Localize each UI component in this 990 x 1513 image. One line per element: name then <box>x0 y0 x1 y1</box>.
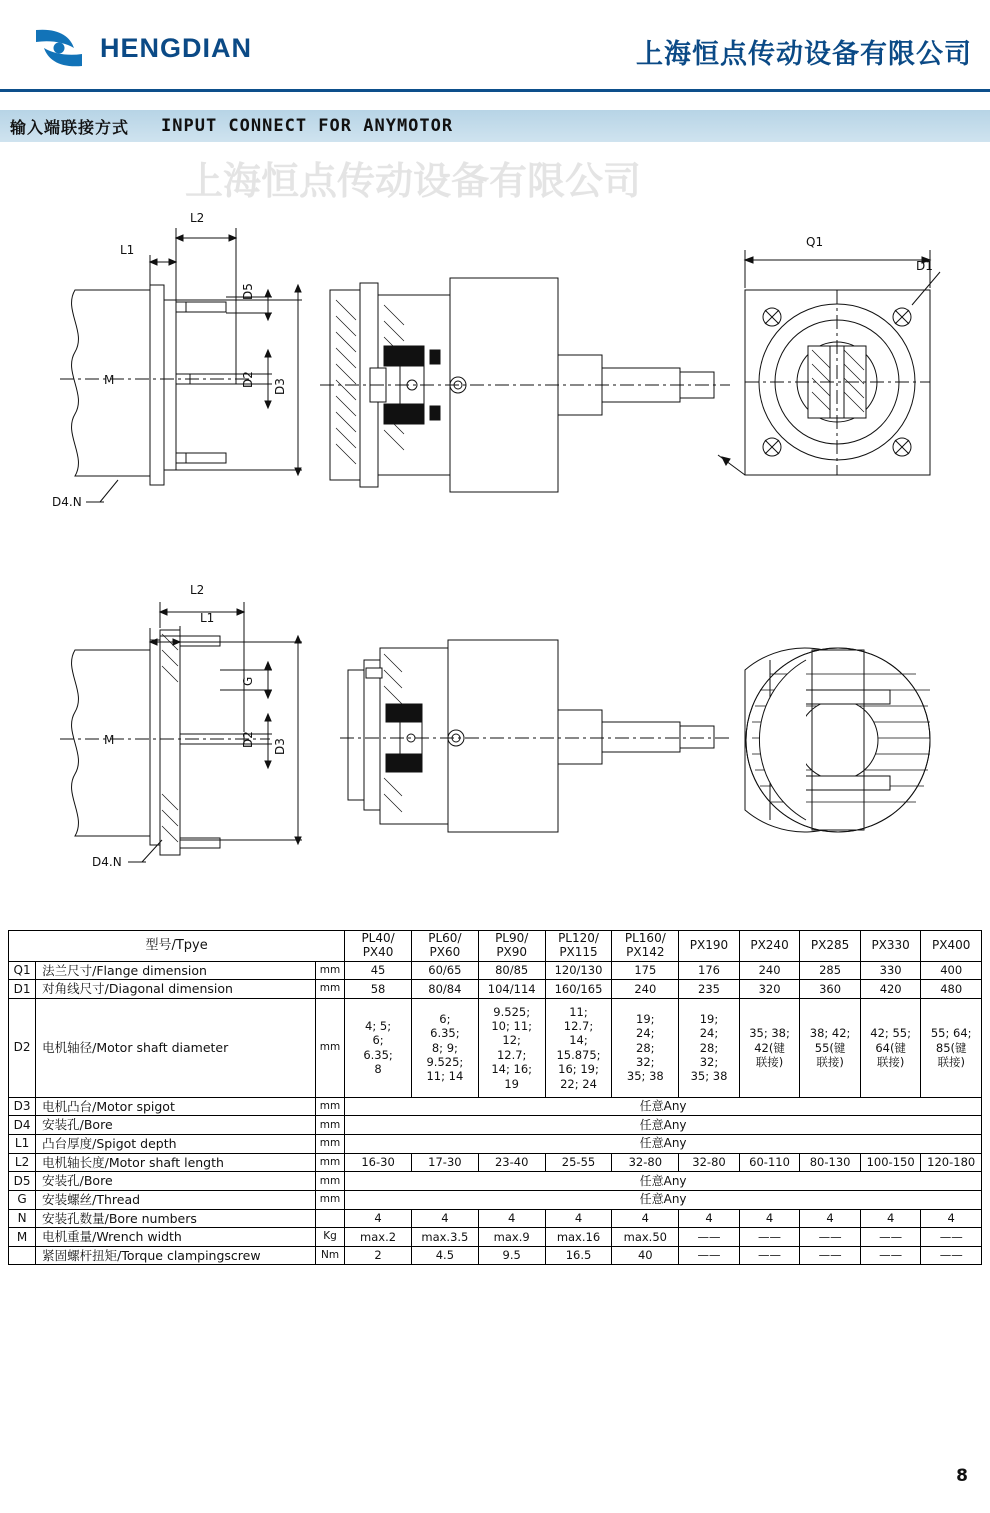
table-row <box>9 998 982 1097</box>
row-name: 安装孔/Bore <box>36 1116 316 1135</box>
cell: 420 <box>860 980 921 999</box>
cell: 4 <box>612 1209 679 1228</box>
label-D3-b: D3 <box>273 738 287 755</box>
row-name: 安装螺丝/Thread <box>36 1190 316 1209</box>
cell: max.2 <box>345 1228 412 1247</box>
cell: 38; 42; 55(键 联接) <box>800 998 861 1097</box>
header-col-0-line2: PX40 <box>362 944 394 959</box>
cell: 120/130 <box>545 961 612 980</box>
cell: —— <box>679 1246 740 1265</box>
cell: 4 <box>345 1209 412 1228</box>
cell-span: 任意Any <box>345 1135 982 1154</box>
table-row <box>9 961 982 980</box>
cell: —— <box>739 1246 800 1265</box>
cell: 2 <box>345 1246 412 1265</box>
row-unit <box>315 1209 344 1228</box>
row-unit: Kg <box>315 1228 344 1247</box>
label-D3: D3 <box>273 378 287 395</box>
row-name: 电机重量/Wrench width <box>36 1228 316 1247</box>
cell: 9.525; 10; 11; 12; 12.7; 14; 16; 19 <box>478 998 545 1097</box>
cell: 45 <box>345 961 412 980</box>
header-col-2: PL90/ PX90 <box>478 931 545 962</box>
cell: 160/165 <box>545 980 612 999</box>
table-row <box>9 1190 982 1209</box>
table-row <box>9 1246 982 1265</box>
row-unit: mm <box>315 1097 344 1116</box>
technical-drawings <box>0 150 990 910</box>
spec-table-wrap <box>8 930 982 1265</box>
cell: 80/85 <box>478 961 545 980</box>
row-symbol: D4 <box>9 1116 36 1135</box>
page-header <box>0 0 990 92</box>
table-row <box>9 1135 982 1154</box>
row-unit: mm <box>315 998 344 1097</box>
row-symbol: L1 <box>9 1135 36 1154</box>
cell: 9.5 <box>478 1246 545 1265</box>
row-name: 安装孔/Bore <box>36 1172 316 1191</box>
table-row <box>9 1209 982 1228</box>
cell-span: 任意Any <box>345 1190 982 1209</box>
cell: 4 <box>860 1209 921 1228</box>
row-symbol: D3 <box>9 1097 36 1116</box>
company-name-cn: 上海恒点传动设备有限公司 <box>636 39 972 70</box>
row-unit: mm <box>315 1172 344 1191</box>
label-D5: D5 <box>241 283 255 300</box>
brand-logo <box>30 22 252 74</box>
cell: 55; 64; 85(键 联接) <box>921 998 982 1097</box>
page-number: 8 <box>956 1466 968 1486</box>
header-col-0-line1: PL40/ <box>361 931 395 945</box>
cell: 80/84 <box>411 980 478 999</box>
drawing-svg <box>0 150 990 910</box>
row-name: 电机轴长度/Motor shaft length <box>36 1153 316 1172</box>
header-col-6: PX240 <box>739 931 800 962</box>
cell: 240 <box>612 980 679 999</box>
cell: 80-130 <box>800 1153 861 1172</box>
row-symbol: L2 <box>9 1153 36 1172</box>
cell: 40 <box>612 1246 679 1265</box>
label-D4N: D4.N <box>52 495 82 509</box>
row-symbol: D2 <box>9 998 36 1097</box>
cell: 4 <box>411 1209 478 1228</box>
row-name: 紧固螺杆扭矩/Torque clampingscrew <box>36 1246 316 1265</box>
cell: 330 <box>860 961 921 980</box>
label-D2: D2 <box>241 371 255 388</box>
label-G: G <box>241 676 255 686</box>
fan-logo-icon <box>30 22 88 74</box>
cell: 32-80 <box>679 1153 740 1172</box>
cell: 4.5 <box>411 1246 478 1265</box>
cell: 4; 5; 6; 6.35; 8 <box>345 998 412 1097</box>
cell: 320 <box>739 980 800 999</box>
row-name: 法兰尺寸/Flange dimension <box>36 961 316 980</box>
cell: 400 <box>921 961 982 980</box>
table-header-row <box>9 931 982 962</box>
cell: 6; 6.35; 8; 9; 9.525; 11; 14 <box>411 998 478 1097</box>
cell: 11; 12.7; 14; 15.875; 16; 19; 22; 24 <box>545 998 612 1097</box>
cell: 32-80 <box>612 1153 679 1172</box>
cell: 4 <box>739 1209 800 1228</box>
cell: 42; 55; 64(键 联接) <box>860 998 921 1097</box>
cell: 240 <box>739 961 800 980</box>
row-unit: mm <box>315 961 344 980</box>
table-row <box>9 980 982 999</box>
header-col-9: PX400 <box>921 931 982 962</box>
section-title-cn: 输入端联接方式 <box>10 117 130 137</box>
cell: 35; 38; 42(键 联接) <box>739 998 800 1097</box>
cell: 235 <box>679 980 740 999</box>
cell: 16.5 <box>545 1246 612 1265</box>
watermark-text: 上海恒点传动设备有限公司 <box>185 159 642 203</box>
label-M-b: M <box>104 733 115 747</box>
header-col-8: PX330 <box>860 931 921 962</box>
label-D2-b: D2 <box>241 731 255 748</box>
cell: 4 <box>545 1209 612 1228</box>
row-symbol: Q1 <box>9 961 36 980</box>
row-symbol: N <box>9 1209 36 1228</box>
table-row <box>9 1172 982 1191</box>
cell: max.3.5 <box>411 1228 478 1247</box>
row-name: 对角线尺寸/Diagonal dimension <box>36 980 316 999</box>
cell: 60-110 <box>739 1153 800 1172</box>
cell: —— <box>921 1246 982 1265</box>
row-name: 凸台厚度/Spigot depth <box>36 1135 316 1154</box>
cell: 285 <box>800 961 861 980</box>
cell: max.50 <box>612 1228 679 1247</box>
cell: —— <box>860 1246 921 1265</box>
cell: 4 <box>921 1209 982 1228</box>
cell-span: 任意Any <box>345 1116 982 1135</box>
section-title-bar <box>0 110 990 142</box>
cell: max.9 <box>478 1228 545 1247</box>
row-symbol: D5 <box>9 1172 36 1191</box>
cell: 120-180 <box>921 1153 982 1172</box>
section-title-en: INPUT CONNECT FOR ANYMOTOR <box>161 116 454 136</box>
label-L2-b: L2 <box>190 583 205 597</box>
header-col-0 <box>345 931 412 962</box>
row-unit: mm <box>315 980 344 999</box>
row-symbol: G <box>9 1190 36 1209</box>
row-symbol: M <box>9 1228 36 1247</box>
header-col-4: PL160/ PX142 <box>612 931 679 962</box>
label-L1-b: L1 <box>200 611 215 625</box>
header-col-5: PX190 <box>679 931 740 962</box>
cell: 480 <box>921 980 982 999</box>
table-row <box>9 1116 982 1135</box>
cell: 4 <box>800 1209 861 1228</box>
row-name: 安装孔数量/Bore numbers <box>36 1209 316 1228</box>
label-M: M <box>104 373 115 387</box>
cell: 16-30 <box>345 1153 412 1172</box>
cell: —— <box>679 1228 740 1247</box>
header-col-1: PL60/ PX60 <box>411 931 478 962</box>
cell: —— <box>800 1246 861 1265</box>
table-row <box>9 1097 982 1116</box>
cell: 23-40 <box>478 1153 545 1172</box>
cell: 175 <box>612 961 679 980</box>
header-col-7: PX285 <box>800 931 861 962</box>
header-col-3: PL120/ PX115 <box>545 931 612 962</box>
cell-span: 任意Any <box>345 1172 982 1191</box>
cell: 4 <box>679 1209 740 1228</box>
row-unit: mm <box>315 1116 344 1135</box>
cell: 360 <box>800 980 861 999</box>
table-row <box>9 1153 982 1172</box>
cell: 100-150 <box>860 1153 921 1172</box>
cell: 17-30 <box>411 1153 478 1172</box>
label-Q1: Q1 <box>806 235 824 249</box>
cell: 60/65 <box>411 961 478 980</box>
header-type-label: 型号/Tpye <box>9 931 345 962</box>
row-unit: mm <box>315 1190 344 1209</box>
label-D4N-b: D4.N <box>92 855 122 869</box>
row-unit: mm <box>315 1135 344 1154</box>
row-name: 电机凸台/Motor spigot <box>36 1097 316 1116</box>
table-body <box>9 961 982 1265</box>
cell: max.16 <box>545 1228 612 1247</box>
logo-text: HENGDIAN <box>100 32 253 63</box>
row-symbol: D1 <box>9 980 36 999</box>
cell: 19; 24; 28; 32; 35; 38 <box>679 998 740 1097</box>
cell: —— <box>921 1228 982 1247</box>
label-L1: L1 <box>120 243 135 257</box>
row-unit: mm <box>315 1153 344 1172</box>
cell: 19; 24; 28; 32; 35; 38 <box>612 998 679 1097</box>
cell: 176 <box>679 961 740 980</box>
spec-table <box>8 930 982 1265</box>
cell: 4 <box>478 1209 545 1228</box>
table-row <box>9 1228 982 1247</box>
cell-span: 任意Any <box>345 1097 982 1116</box>
cell: 104/114 <box>478 980 545 999</box>
cell: 25-55 <box>545 1153 612 1172</box>
label-D1: D1 <box>916 259 933 273</box>
row-name: 电机轴径/Motor shaft diameter <box>36 998 316 1097</box>
cell: —— <box>860 1228 921 1247</box>
row-symbol <box>9 1246 36 1265</box>
cell: 58 <box>345 980 412 999</box>
label-L2: L2 <box>190 211 205 225</box>
cell: —— <box>739 1228 800 1247</box>
row-unit: Nm <box>315 1246 344 1265</box>
cell: —— <box>800 1228 861 1247</box>
